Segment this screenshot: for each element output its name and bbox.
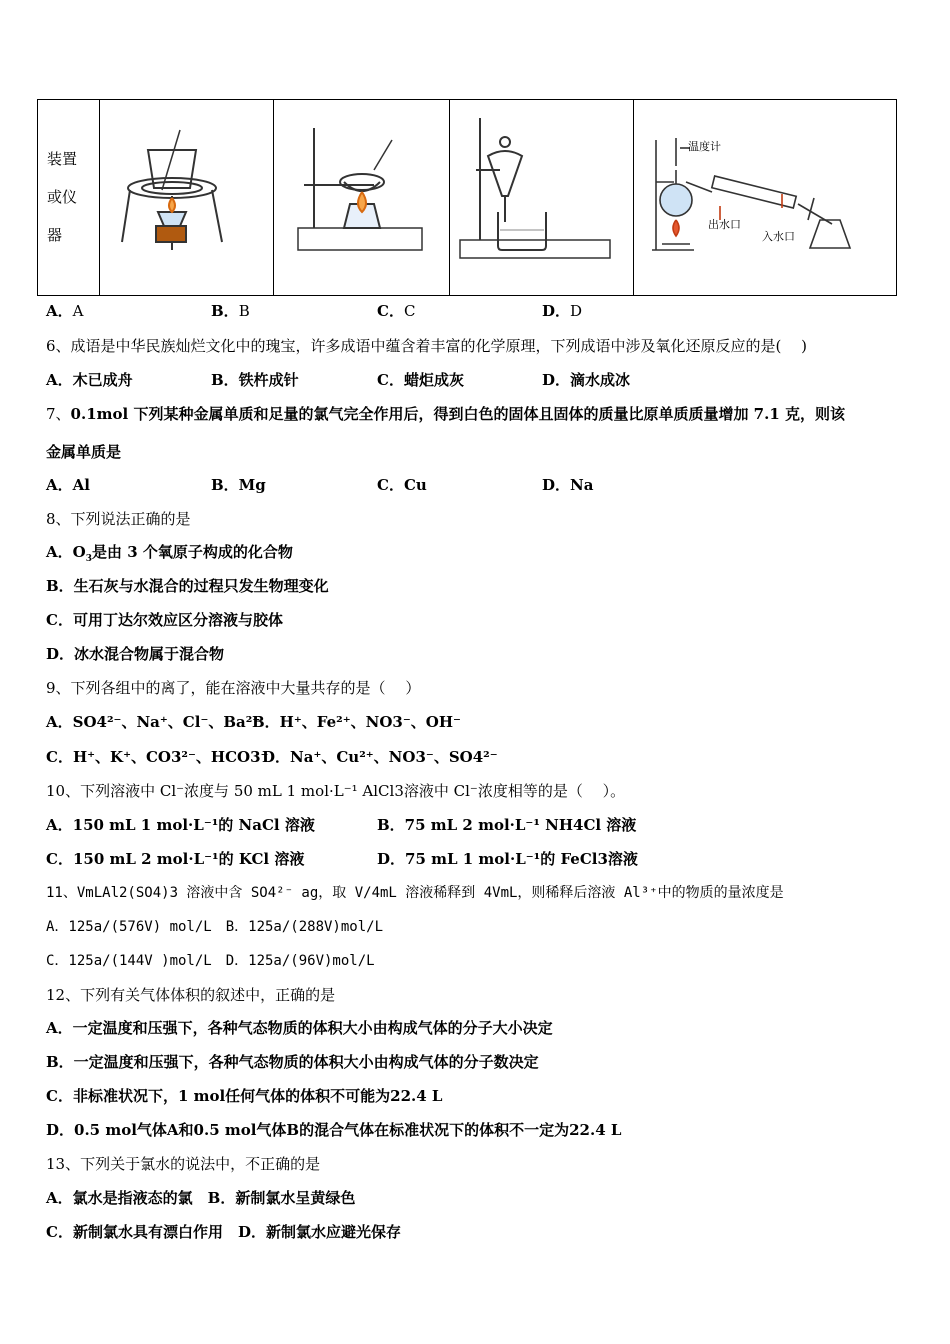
apparatus-d-cell	[634, 100, 896, 295]
q5-option-a: A．A	[46, 302, 84, 320]
q7-option-c: C．Cu	[377, 476, 427, 494]
apparatus-a-cell	[100, 100, 274, 295]
q8-option-a: A．$O_3$是由 3 个氧原子构成的化合物	[46, 543, 293, 564]
q5-option-b: B．B	[211, 302, 250, 320]
q11-stem: 11、VmLAl2(SO4)3 溶液中含 SO4²⁻ ag，取 V/4mL 溶液稀释到 4VmL，则稀释后溶液 Al³⁺中的物质的量浓度是	[46, 885, 784, 901]
q13-options-cd: C．新制氯水具有漂白作用 D．新制氯水应避光保存	[46, 1223, 401, 1241]
q9-stem: 9、下列各组中的离了，能在溶液中大量共存的是（ ）	[46, 679, 421, 697]
header-line: 或仪	[47, 188, 78, 206]
q6-option-a: A．木已成舟	[46, 371, 133, 389]
q5-option-d: D．D	[542, 302, 583, 320]
apparatus-c-cell	[450, 100, 634, 295]
table-header-cell	[38, 100, 100, 295]
q10-option-d: D．75 mL 1 mol·L⁻¹的 FeCl3溶液	[377, 850, 638, 868]
q12-option-d: D．0.5 mol气体A和0.5 mol气体B的混合气体在标准状况下的体积不一定为22.4 L	[46, 1121, 622, 1139]
q10-option-a: A．150 mL 1 mol·L⁻¹的 NaCl 溶液	[46, 816, 315, 834]
q7-option-d: D．Na	[542, 476, 594, 494]
q11-options-cd: C．125a/(144V )mol/L D．125a/(96V)mol/L	[46, 953, 375, 969]
q5-option-c: C．C	[377, 302, 416, 320]
q8-option-d: D．冰水混合物属于混合物	[46, 645, 225, 663]
apparatus-b-cell	[274, 100, 450, 295]
q9-option-d: D．Na⁺、Cu²⁺、NO3⁻、SO4²⁻	[262, 748, 498, 766]
q9-option-c: C．H⁺、K⁺、CO3²⁻、HCO3⁻	[46, 748, 269, 766]
q8-stem: 8、下列说法正确的是	[46, 510, 191, 528]
thermometer-label: 温度计	[688, 140, 721, 153]
q10-option-c: C．150 mL 2 mol·L⁻¹的 KCl 溶液	[46, 850, 305, 868]
q6-option-d: D．滴水成冰	[542, 371, 631, 389]
water-out-label: 出水口	[708, 218, 741, 231]
apparatus-table	[37, 99, 897, 296]
q7-stem: 7、0.1mol 下列某种金属单质和足量的氯气完全作用后，得到白色的固体且固体的质量比原单质质量增加 7.1 克，则该	[46, 405, 845, 423]
q12-option-a: A．一定温度和压强下，各种气态物质的体积大小由构成气体的分子大小决定	[46, 1019, 553, 1037]
q6-option-c: C．蜡炬成灰	[377, 371, 464, 389]
q12-option-b: B．一定温度和压强下，各种气态物质的体积大小由构成气体的分子数决定	[46, 1053, 539, 1071]
q6-option-b: B．铁杵成针	[211, 371, 299, 389]
q12-option-c: C．非标准状况下，1 mol任何气体的体积不可能为22.4 L	[46, 1087, 443, 1105]
q8-option-c: C．可用丁达尔效应区分溶液与胶体	[46, 611, 283, 629]
crucible-tripod-diagram	[100, 100, 274, 295]
q10-stem: 10、下列溶液中 Cl⁻浓度与 50 mL 1 mol·L⁻¹ AlCl3溶液中 Cl⁻浓度相等的是（ ）。	[46, 782, 626, 800]
q7-stem-cont: 金属单质是	[46, 443, 122, 461]
q9-option-a: A．SO4²⁻、Na⁺、Cl⁻、Ba²⁺	[46, 713, 261, 731]
q7-option-a: A．Al	[46, 476, 90, 494]
q6-stem: 6、成语是中华民族灿烂文化中的瑰宝，许多成语中蕴含着丰富的化学原理，下列成语中涉及氧化还原反应的是( )	[46, 337, 808, 355]
header-line: 器	[47, 226, 63, 244]
q10-option-b: B．75 mL 2 mol·L⁻¹ NH4Cl 溶液	[377, 816, 637, 834]
q13-options-ab: A．氯水是指液态的氯 B．新制氯水呈黄绿色	[46, 1189, 356, 1207]
q11-options-ab: A．125a/(576V) mol/L B．125a/(288V)mol/L	[46, 919, 384, 935]
separatory-funnel-diagram	[450, 100, 634, 295]
water-in-label: 入水口	[762, 230, 795, 243]
header-line: 装置	[47, 150, 78, 168]
distillation-diagram	[634, 100, 896, 295]
q12-stem: 12、下列有关气体体积的叙述中，正确的是	[46, 986, 336, 1004]
q8-option-b: B．生石灰与水混合的过程只发生物理变化	[46, 577, 329, 595]
q7-option-b: B．Mg	[211, 476, 266, 494]
q9-option-b: B．H⁺、Fe²⁺、NO3⁻、OH⁻	[252, 713, 461, 731]
q13-stem: 13、下列关于氯水的说法中，不正确的是	[46, 1155, 321, 1173]
funnel-stand-diagram	[274, 100, 450, 295]
